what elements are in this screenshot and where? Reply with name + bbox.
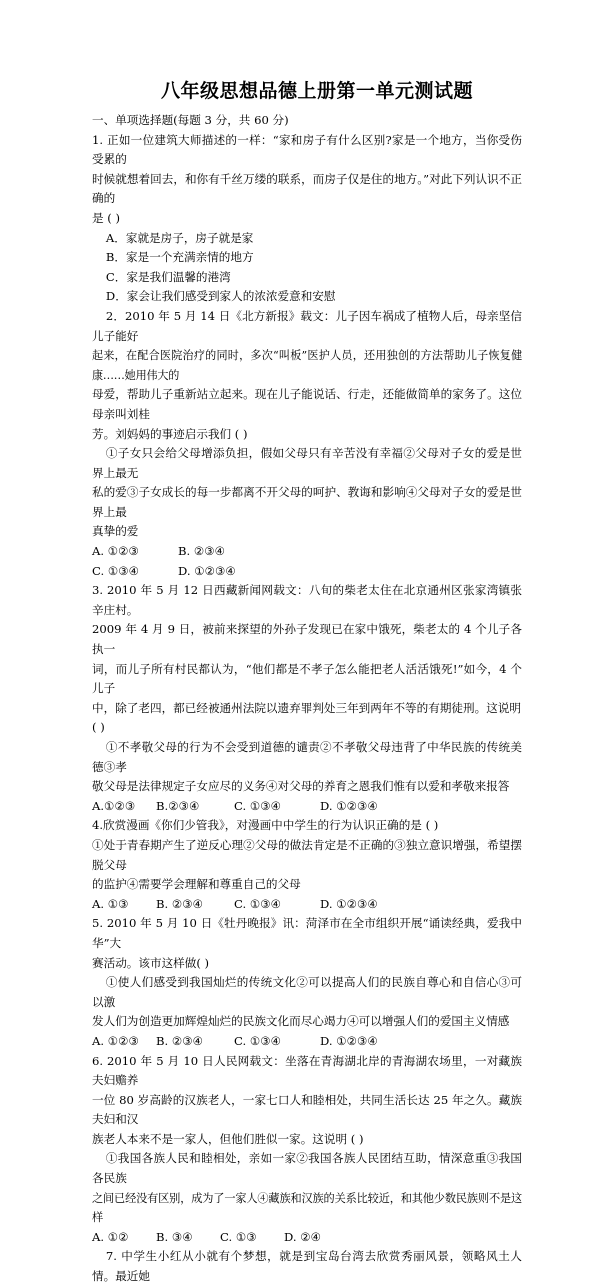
- q6-statement: 之间已经没有区别，成为了一家人④藏族和汉族的关系比较近，和其他少数民族则不是这样: [92, 1191, 522, 1225]
- q4-option-b: B. ②③④: [156, 896, 204, 911]
- section-heading: 一、单项选择题(每题 3 分，共 60 分): [92, 113, 289, 127]
- q2-option-d: D. ①②③④: [178, 563, 236, 578]
- q4-line: 4.欣赏漫画《你们少管我》，对漫画中中学生的行为认识正确的是 ( ): [92, 818, 439, 833]
- q3-option-d: D. ①②③④: [320, 798, 378, 813]
- q1-option-a: A．家就是房子，房子就是家: [105, 230, 254, 245]
- q3-statement: ①不孝敬父母的行为不会受到道德的谴责②不孝敬父母违背了中华民族的传统美德③孝: [92, 740, 522, 774]
- q5-statement: ①使人们感受到我国灿烂的传统文化②可以提高人们的民族自尊心和自信心③可以激: [92, 975, 522, 1009]
- q6-option-c: C. ①③: [220, 1229, 257, 1244]
- q1-option-d: D．家会让我们感受到家人的浓浓爱意和安慰: [105, 289, 336, 304]
- page-title: 八年级思想品德上册第一单元测试题: [160, 80, 473, 102]
- q2-line: 母爱，帮助儿子重新站立起来。现在儿子能说话、行走，还能做简单的家务了。这位母亲叫刘桂: [92, 387, 522, 421]
- q2-option-b: B. ②③④: [178, 544, 226, 559]
- q3-line: ( ): [92, 720, 105, 735]
- q2-line: 起来，在配合医院治疗的同时，多次“叫板”医护人员，还用独创的方法帮助儿子恢复健康……她用伟大的: [92, 349, 522, 382]
- q4-option-a: A. ①③: [92, 896, 129, 911]
- q6-option-d: D. ②④: [284, 1229, 322, 1244]
- q4-option-d: D. ①②③④: [320, 896, 378, 911]
- q1-line: 时候就想着回去，和你有千丝万缕的联系，而房子仅是住的地方。”对此下列认识不正确的: [92, 171, 522, 206]
- q4-statement: 的监护④需要学会理解和尊重自己的父母: [92, 877, 301, 892]
- q7-line: 7. 中学生小红从小就有个梦想，就是到宝岛台湾去欣赏秀丽风景，领略风土人情。最近她: [92, 1249, 522, 1284]
- q1-line: 是 ( ): [92, 210, 121, 225]
- q5-line: 赛活动。该市这样做( ): [92, 955, 210, 970]
- q5-option-b: B. ②③④: [156, 1033, 204, 1048]
- q3-line: 3. 2010 年 5 月 12 日西藏新闻网载文：八旬的柴老太住在北京通州区张家湾镇张辛庄村。: [92, 583, 522, 617]
- q6-option-b: B. ③④: [156, 1229, 193, 1244]
- q3-option-a: A.①②③: [92, 798, 136, 813]
- q4-options-row: [92, 895, 522, 915]
- q5-option-a: A. ①②③: [92, 1033, 139, 1048]
- q6-option-a: A. ①②: [92, 1229, 129, 1244]
- q2-options-row: [92, 542, 522, 562]
- q3-option-b: B.②③④: [156, 798, 200, 813]
- q6-statement: ①我国各族人民和睦相处，亲如一家②我国各族人民团结互助，情深意重③我国各民族: [92, 1151, 522, 1186]
- q3-options-row: [92, 797, 522, 817]
- q4-statement: ①处于青春期产生了逆反心理②父母的做法肯定是不正确的③独立意识增强，希望摆脱父母: [92, 837, 522, 872]
- q6-line: 6. 2010 年 5 月 10 日人民网载文：坐落在青海湖北岸的青海湖农场里，一对藏族夫妇赡养: [92, 1053, 522, 1088]
- q1-option-b: B．家是一个充满亲情的地方: [105, 250, 254, 265]
- q2-option-c: C. ①③④: [92, 563, 140, 578]
- q3-statement: 敬父母是法律规定子女应尽的义务④对父母的养育之恩我们惟有以爱和孝敬来报答: [92, 779, 510, 794]
- q4-option-c: C. ①③④: [234, 896, 282, 911]
- q3-option-c: C. ①③④: [234, 798, 282, 813]
- q3-line: 中，除了老四，都已经被通州法院以遗弃罪判处三年到两年不等的有期徒刑。这说明: [92, 700, 521, 715]
- q5-options-row: [92, 1032, 522, 1052]
- q2-statement: 私的爱③子女成长的每一步都离不开父母的呵护、教诲和影响④父母对子女的爱是世界上最: [92, 485, 522, 519]
- q2-option-a: A. ①②③: [92, 544, 139, 559]
- q3-line: 2009 年 4 月 9 日，被前来探望的外孙子发现已在家中饿死，柴老太的 4 个儿子各执一: [92, 622, 522, 657]
- q5-option-d: D. ①②③④: [320, 1033, 378, 1048]
- q6-line: 族老人本来不是一家人，但他们胜似一家。这说明 ( ): [92, 1131, 364, 1146]
- q2-statement: ①子女只会给父母增添负担，假如父母只有辛苦没有幸福②父母对子女的爱是世界上最无: [92, 446, 522, 480]
- q3-line: 词，而儿子所有村民都认为，“他们都是不孝子怎么能把老人活活饿死!”如今，4 个儿子: [92, 661, 522, 696]
- q1-line: 1. 正如一位建筑大师描述的一样：“家和房子有什么区别?家是一个地方，当你受伤受累的: [92, 132, 522, 167]
- q1-option-c: C．家是我们温馨的港湾: [105, 269, 231, 284]
- q5-statement: 发人们为创造更加辉煌灿烂的民族文化而尽心竭力④可以增强人们的爱国主义情感: [92, 1014, 510, 1029]
- q2-line: 芳。刘妈妈的事迹启示我们 ( ): [92, 426, 248, 441]
- q2-line: 2．2010 年 5 月 14 日《北方新报》载文：儿子因车祸成了植物人后，母亲坚信儿子能好: [92, 308, 522, 343]
- q5-line: 5. 2010 年 5 月 10 日《牡丹晚报》讯：菏泽市在全市组织开展“诵读经典，爱我中华”大: [92, 916, 522, 950]
- q5-option-c: C. ①③④: [234, 1033, 282, 1048]
- q6-options-row: [92, 1228, 522, 1248]
- q6-line: 一位 80 岁高龄的汉族老人，一家七口人和睦相处，共同生活长达 25 年之久。藏族夫妇和汉: [92, 1092, 522, 1127]
- q2-options-row: [92, 562, 522, 582]
- q2-statement: 真挚的爱: [92, 524, 139, 539]
